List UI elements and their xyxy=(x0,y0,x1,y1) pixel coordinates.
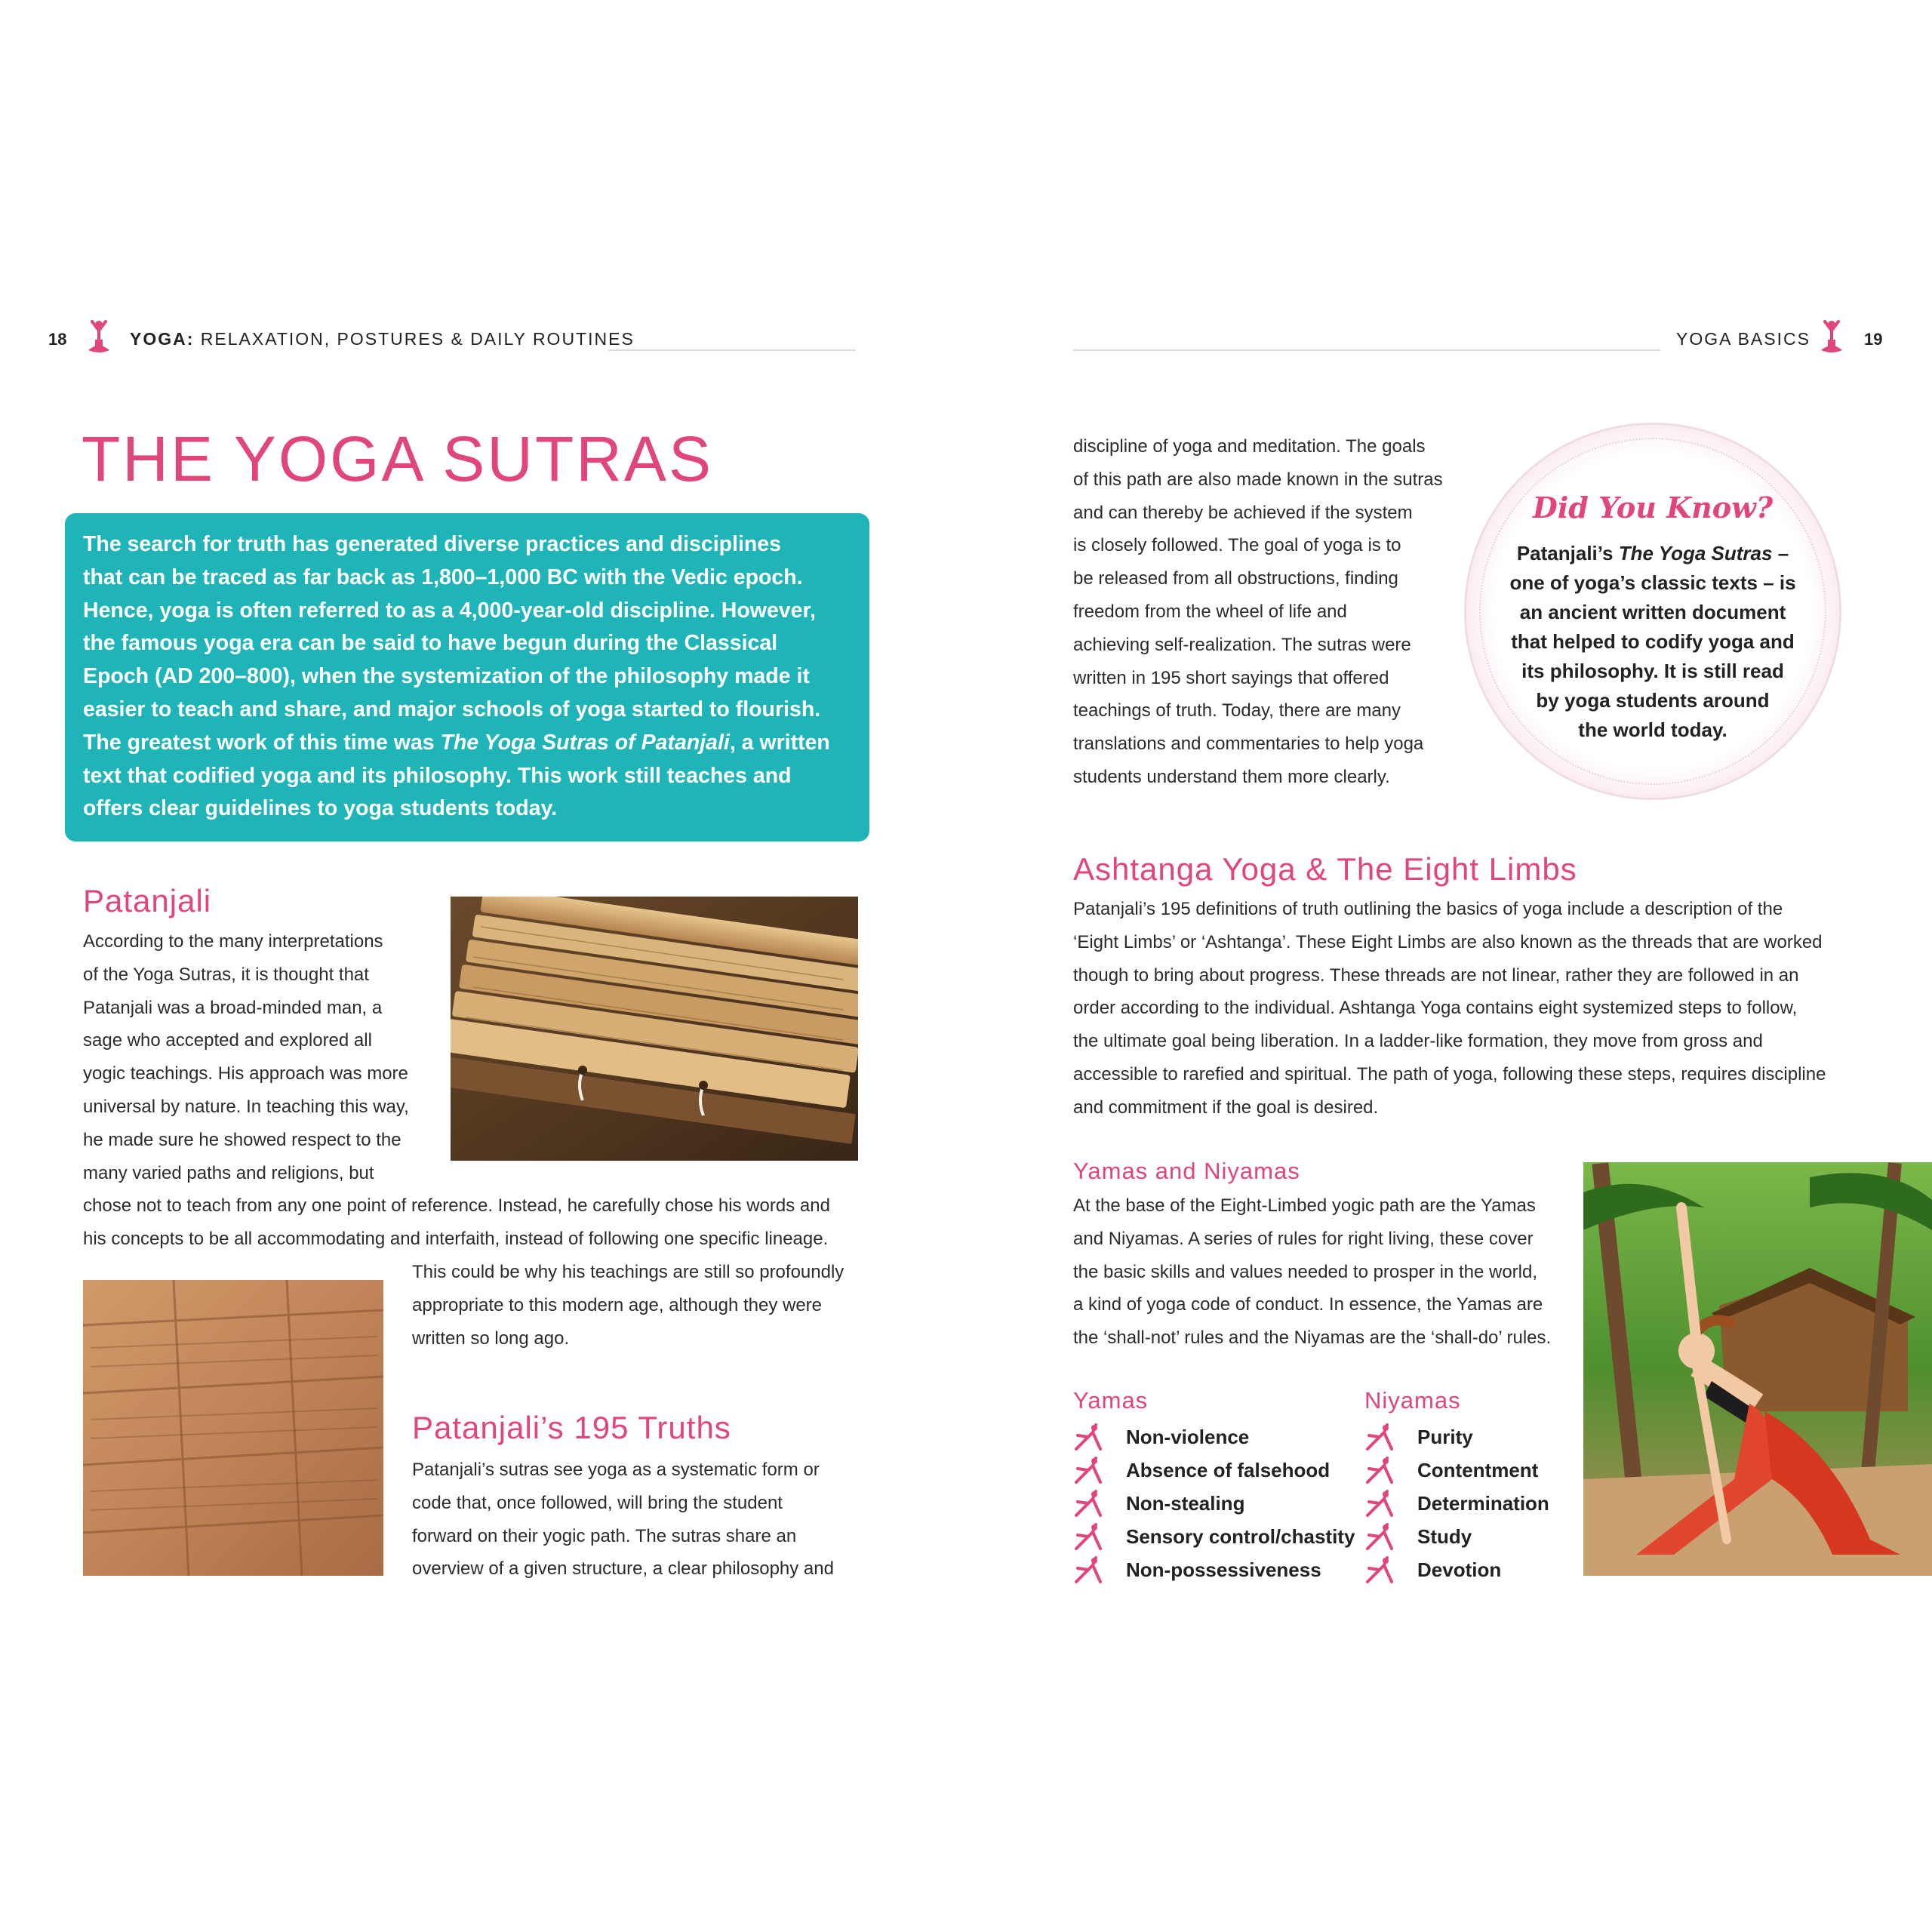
text-line: At the base of the Eight-Limbed yogic path are the Yamas xyxy=(1073,1195,1536,1216)
niyamas-list xyxy=(1364,1420,1549,1586)
intro-line: the famous yoga era can be said to have begun during the Classical xyxy=(83,631,778,656)
text-line: and Niyamas. A series of rules for right living, these cover xyxy=(1073,1228,1534,1249)
text-line: his concepts to be all accommodating and interfaith, instead of following one specific lineage. xyxy=(83,1228,829,1249)
list-item xyxy=(1364,1487,1549,1520)
yama-item: Non-possessiveness xyxy=(1126,1558,1321,1581)
running-header-right xyxy=(1864,329,1882,359)
yoga-pose-icon xyxy=(1364,1523,1395,1550)
patanjali-text-right xyxy=(412,1256,872,1355)
text-line: discipline of yoga and meditation. The goals xyxy=(1073,436,1426,457)
text-line: overview of a given structure, a clear philosophy and xyxy=(412,1558,834,1580)
list-item xyxy=(1073,1520,1355,1553)
did-you-know-line: the world today. xyxy=(1578,718,1727,741)
niyama-item: Devotion xyxy=(1417,1558,1502,1581)
text-line: accessible to rarefied and spiritual. The path of yoga, following these steps, requires discipline xyxy=(1073,1063,1826,1084)
yoga-pose-icon xyxy=(1073,1457,1103,1484)
yoga-pose-photo xyxy=(1583,1162,1932,1576)
patanjali-text-wide xyxy=(83,1189,868,1256)
yama-item: Sensory control/chastity xyxy=(1126,1525,1355,1548)
intro-line: offers clear guidelines to yoga students today. xyxy=(83,796,558,821)
yama-item: Non-violence xyxy=(1126,1426,1250,1448)
text-line: universal by nature. In teaching this way, xyxy=(83,1096,409,1117)
yoga-pose-icon xyxy=(1364,1457,1395,1484)
section-title: YOGA BASICS xyxy=(1676,329,1810,349)
intro-box xyxy=(65,513,869,841)
yoga-pose-icon xyxy=(1073,1423,1103,1451)
did-you-know-title: Did You Know? xyxy=(1532,491,1774,525)
text-line: According to the many interpretations xyxy=(83,931,383,952)
text-line: and can thereby be achieved if the system xyxy=(1073,502,1413,523)
lotus-pose-icon xyxy=(86,320,112,356)
yama-item: Non-stealing xyxy=(1126,1492,1245,1515)
dyk-text-part: – xyxy=(1777,542,1789,565)
intro-line: that can be traced as far back as 1,800–1,000 BC with the Vedic epoch. xyxy=(83,565,803,589)
page-number-right: 19 xyxy=(1864,330,1883,349)
text-line: sage who accepted and explored all xyxy=(83,1030,372,1051)
text-line: the basic skills and values needed to prosper in the world, xyxy=(1073,1261,1538,1282)
running-header-title xyxy=(130,329,635,359)
text-line: forward on their yogic path. The sutras share an xyxy=(412,1525,797,1546)
intro-text: The greatest work of this time was xyxy=(83,730,435,755)
lotus-pose-icon xyxy=(1819,320,1844,356)
niyamas-heading: Niyamas xyxy=(1364,1387,1461,1414)
intro-line: Hence, yoga is often referred to as a 4,000-year-old discipline. However, xyxy=(83,598,816,623)
text-line: he made sure he showed respect to the xyxy=(83,1129,401,1150)
list-item xyxy=(1364,1520,1549,1553)
text-line: and commitment if the goal is desired. xyxy=(1073,1097,1379,1118)
did-you-know-line: that helped to codify yoga and xyxy=(1511,630,1795,653)
patanjali-text-narrow xyxy=(83,925,438,1189)
yamas-list xyxy=(1073,1420,1355,1586)
text-line: order according to the individual. Ashtanga Yoga contains eight systemized steps to follow, xyxy=(1073,998,1798,1019)
yamas-niyamas-text xyxy=(1073,1189,1564,1355)
text-line: translations and commentaries to help yoga xyxy=(1073,734,1424,755)
yoga-pose-icon xyxy=(1073,1523,1103,1550)
yamas-niyamas-heading: Yamas and Niyamas xyxy=(1073,1158,1300,1184)
book-title-bold: YOGA: xyxy=(130,329,195,349)
did-you-know-line: its philosophy. It is still read xyxy=(1521,660,1784,682)
text-line: of the Yoga Sutras, it is thought that xyxy=(83,964,369,985)
truths-heading: Patanjali’s 195 Truths xyxy=(412,1410,731,1445)
text-line: Patanjali’s sutras see yoga as a systematic form or xyxy=(412,1460,820,1480)
text-line: yogic teachings. His approach was more xyxy=(83,1063,408,1084)
patanjali-heading: Patanjali xyxy=(83,883,212,918)
niyama-item: Determination xyxy=(1417,1492,1549,1515)
intro-line: The search for truth has generated diverse practices and disciplines xyxy=(83,532,781,556)
text-line: students understand them more clearly. xyxy=(1073,766,1390,787)
text-line: freedom from the wheel of life and xyxy=(1073,601,1347,622)
list-item xyxy=(1364,1553,1549,1586)
intro-line xyxy=(83,727,851,760)
niyama-item: Study xyxy=(1417,1525,1472,1548)
did-you-know-line: by yoga students around xyxy=(1536,689,1770,712)
page-title: THE YOGA SUTRAS xyxy=(82,423,713,494)
book-title-rest: RELAXATION, POSTURES & DAILY ROUTINES xyxy=(200,329,635,349)
list-item xyxy=(1364,1454,1549,1487)
text-line: a kind of yoga code of conduct. In essence, the Yamas are xyxy=(1073,1294,1543,1315)
text-line: be released from all obstructions, finding xyxy=(1073,568,1398,589)
header-rule-right xyxy=(1073,349,1660,351)
intro-text: , a written xyxy=(729,730,830,755)
list-item xyxy=(1073,1487,1355,1520)
yoga-pose-icon xyxy=(1364,1490,1395,1517)
running-header-left xyxy=(48,329,66,359)
ashtanga-text xyxy=(1073,893,1873,1124)
did-you-know-line: one of yoga’s classic texts – is xyxy=(1509,571,1796,594)
intro-line: text that codified yoga and its philosophy. This work still teaches and xyxy=(83,763,792,788)
text-line: though to bring about progress. These threads are not linear, rather they are followed in an xyxy=(1073,964,1799,986)
list-item xyxy=(1364,1420,1549,1454)
running-header-section xyxy=(1676,329,1810,359)
yoga-pose-icon xyxy=(1364,1556,1395,1583)
yamas-heading: Yamas xyxy=(1073,1387,1149,1414)
yoga-pose-icon xyxy=(1073,1556,1103,1583)
yoga-pose-icon xyxy=(1073,1490,1103,1517)
list-item xyxy=(1073,1420,1355,1454)
list-item xyxy=(1073,1553,1355,1586)
dyk-text-part: Patanjali’s xyxy=(1516,542,1614,565)
yoga-pose-icon xyxy=(1364,1423,1395,1451)
text-line: Patanjali’s 195 definitions of truth outlining the basics of yoga include a description of the xyxy=(1073,899,1783,919)
text-line: is closely followed. The goal of yoga is to xyxy=(1073,535,1401,556)
text-line: teachings of truth. Today, there are many xyxy=(1073,700,1401,721)
text-line: the ‘shall-not’ rules and the Niyamas are the ‘shall-do’ rules. xyxy=(1073,1327,1552,1349)
stone-inscription-photo xyxy=(83,1280,383,1576)
text-line: Patanjali was a broad-minded man, a xyxy=(83,997,383,1018)
intro-line: easier to teach and share, and major schools of yoga started to flourish. xyxy=(83,697,821,721)
text-line: written in 195 short sayings that offered xyxy=(1073,667,1389,688)
page-number-left: 18 xyxy=(48,330,67,349)
intro-line: Epoch (AD 200–800), when the systemization of the philosophy made it xyxy=(83,664,810,689)
did-you-know-text xyxy=(1498,539,1807,745)
did-you-know-line: an ancient written document xyxy=(1519,601,1786,623)
intro-book-title: The Yoga Sutras of Patanjali xyxy=(440,730,730,755)
text-line: appropriate to this modern age, although they were xyxy=(412,1294,823,1315)
yama-item: Absence of falsehood xyxy=(1126,1459,1331,1481)
text-line: many varied paths and religions, but xyxy=(83,1162,374,1183)
palm-leaf-manuscript-photo xyxy=(451,897,858,1161)
text-line: ‘Eight Limbs’ or ‘Ashtanga’. These Eight Limbs are also known as the threads that are worked xyxy=(1073,931,1823,952)
did-you-know-line xyxy=(1498,539,1807,568)
text-line: chose not to teach from any one point of reference. Instead, he carefully chose his words and xyxy=(83,1195,830,1216)
text-line: achieving self-realization. The sutras were xyxy=(1073,634,1411,655)
text-line: This could be why his teachings are still so profoundly xyxy=(412,1262,844,1282)
header-rule-left xyxy=(608,349,856,351)
list-item xyxy=(1073,1454,1355,1487)
truths-text xyxy=(412,1454,872,1586)
continued-text xyxy=(1073,430,1466,794)
niyama-item: Contentment xyxy=(1417,1459,1539,1481)
niyama-item: Purity xyxy=(1417,1426,1473,1448)
text-line: code that, once followed, will bring the student xyxy=(412,1492,783,1513)
ashtanga-heading: Ashtanga Yoga & The Eight Limbs xyxy=(1073,851,1577,887)
text-line: written so long ago. xyxy=(412,1327,570,1349)
text-line: of this path are also made known in the sutras xyxy=(1073,469,1443,490)
text-line: the ultimate goal being liberation. In a ladder-like formation, they move from gross and xyxy=(1073,1031,1763,1052)
dyk-book-title: The Yoga Sutras xyxy=(1618,542,1773,565)
